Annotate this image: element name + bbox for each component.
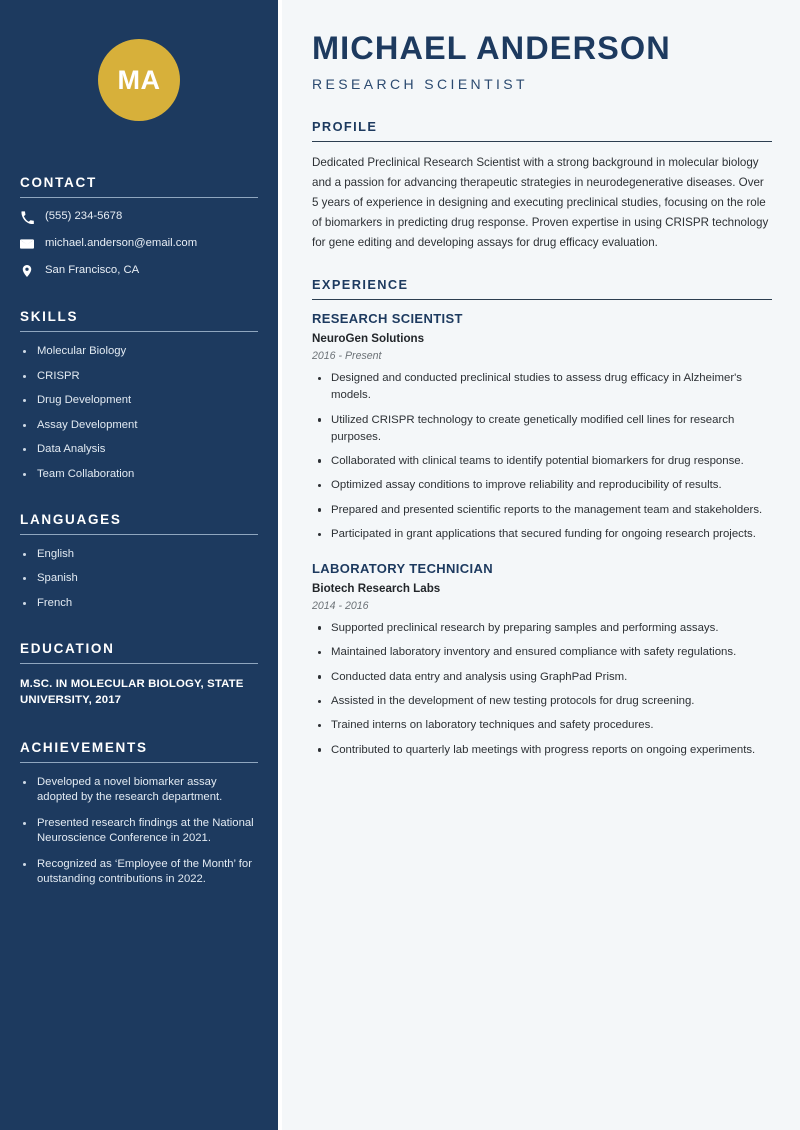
list-item: Presented research findings at the National Neuroscience Conference in 2021. — [20, 816, 258, 846]
page-title: MICHAEL ANDERSON — [312, 30, 671, 66]
list-item: Drug Development — [20, 393, 258, 408]
contact-item-email[interactable] — [20, 237, 258, 251]
experience-bullet-list — [312, 370, 772, 543]
sidebar-section-contact — [20, 175, 258, 278]
achievements-list — [20, 775, 258, 887]
sidebar-divider-skills — [20, 331, 258, 332]
list-item: Utilized CRISPR technology to create genetically modified cell lines for research purposes. — [312, 412, 772, 446]
experience-dates: 2014 - 2016 — [312, 599, 369, 612]
experience-job-title: RESEARCH SCIENTIST — [312, 311, 463, 327]
list-item: English — [20, 547, 258, 562]
list-item: Prepared and presented scientific reports to the management team and stakeholders. — [312, 502, 772, 519]
profile-text: Dedicated Preclinical Research Scientist with a strong background in molecular biology and a passion for advancing therapeutic strategies in neurodegenerative diseases. Over 5 years of experience in designing and executing preclinical studies, focusing on the role of biomarkers in predicting drug response. Proven expertise in using CRISPR technology for gene editing and developing assays for drug efficacy evaluation. — [312, 155, 769, 249]
phone-icon — [20, 210, 34, 224]
sidebar-divider-languages — [20, 534, 258, 535]
main-section-profile — [312, 119, 772, 253]
list-item: Supported preclinical research by preparing samples and performing assays. — [312, 620, 772, 637]
sidebar-section-education — [20, 641, 258, 709]
main-divider-experience — [312, 299, 772, 300]
list-item: Data Analysis — [20, 442, 258, 457]
experience-company: Biotech Research Labs — [312, 581, 441, 595]
skills-list — [20, 344, 258, 482]
map-pin-icon — [20, 264, 34, 278]
list-item: CRISPR — [20, 369, 258, 384]
sidebar-section-title-education: EDUCATION — [20, 640, 115, 656]
list-item: Collaborated with clinical teams to identify potential biomarkers for drug response. — [312, 453, 772, 470]
experience-bullet-list — [312, 620, 772, 759]
sidebar-section-languages — [20, 512, 258, 611]
list-item: Trained interns on laboratory techniques and safety procedures. — [312, 717, 772, 734]
job-role-subtitle: RESEARCH SCIENTIST — [312, 75, 528, 92]
experience-company: NeuroGen Solutions — [312, 332, 425, 346]
list-item: Developed a novel biomarker assay adopted by the research department. — [20, 775, 258, 805]
list-item: Contributed to quarterly lab meetings with progress reports on ongoing experiments. — [312, 742, 772, 759]
sidebar — [0, 0, 278, 1130]
list-item: Recognized as ‘Employee of the Month’ for outstanding contributions in 2022. — [20, 857, 258, 887]
sidebar-section-title-achievements: ACHIEVEMENTS — [20, 739, 148, 755]
list-item: Assisted in the development of new testing protocols for drug screening. — [312, 693, 772, 710]
experience-entry — [312, 561, 772, 759]
list-item: Spanish — [20, 571, 258, 586]
envelope-icon — [20, 237, 34, 251]
list-item: Assay Development — [20, 418, 258, 433]
list-item: Maintained laboratory inventory and ensured compliance with safety regulations. — [312, 644, 772, 661]
list-item: Team Collaboration — [20, 467, 258, 482]
list-item: Conducted data entry and analysis using GraphPad Prism. — [312, 669, 772, 686]
main-section-title-experience: EXPERIENCE — [312, 277, 409, 293]
list-item: Optimized assay conditions to improve reliability and reproducibility of results. — [312, 477, 772, 494]
experience-job-title: LABORATORY TECHNICIAN — [312, 560, 493, 576]
main-divider-profile — [312, 141, 772, 142]
sidebar-section-title-contact: CONTACT — [20, 175, 97, 190]
contact-email-value: michael.anderson@email.com — [45, 237, 198, 250]
sidebar-section-title-skills: SKILLS — [20, 309, 79, 324]
sidebar-section-achievements — [20, 740, 258, 887]
languages-list — [20, 547, 258, 611]
main-content — [278, 0, 800, 1130]
main-section-title-profile: PROFILE — [312, 118, 378, 134]
sidebar-divider-achievements — [20, 762, 258, 763]
contact-phone-value: (555) 234-5678 — [45, 210, 123, 223]
contact-item-phone[interactable] — [20, 210, 258, 224]
contact-location-value: San Francisco, CA — [45, 264, 140, 277]
main-section-experience — [312, 277, 772, 758]
list-item: Designed and conducted preclinical studies to assess drug efficacy in Alzheimer's models. — [312, 370, 772, 404]
sidebar-section-skills — [20, 309, 258, 482]
list-item: Participated in grant applications that secured funding for ongoing research projects. — [312, 526, 772, 543]
experience-entry — [312, 311, 772, 543]
sidebar-divider-contact — [20, 197, 258, 198]
avatar-container — [20, 0, 258, 121]
avatar — [98, 39, 180, 121]
experience-dates: 2016 - Present — [312, 350, 382, 363]
list-item: French — [20, 596, 258, 611]
sidebar-divider-education — [20, 663, 258, 664]
sidebar-section-title-languages: LANGUAGES — [20, 511, 122, 527]
education-entry: M.SC. IN MOLECULAR BIOLOGY, STATE UNIVERSITY, 2017 — [20, 677, 244, 707]
avatar-initials: MA — [117, 64, 161, 95]
list-item: Molecular Biology — [20, 344, 258, 359]
contact-item-location[interactable] — [20, 264, 258, 278]
